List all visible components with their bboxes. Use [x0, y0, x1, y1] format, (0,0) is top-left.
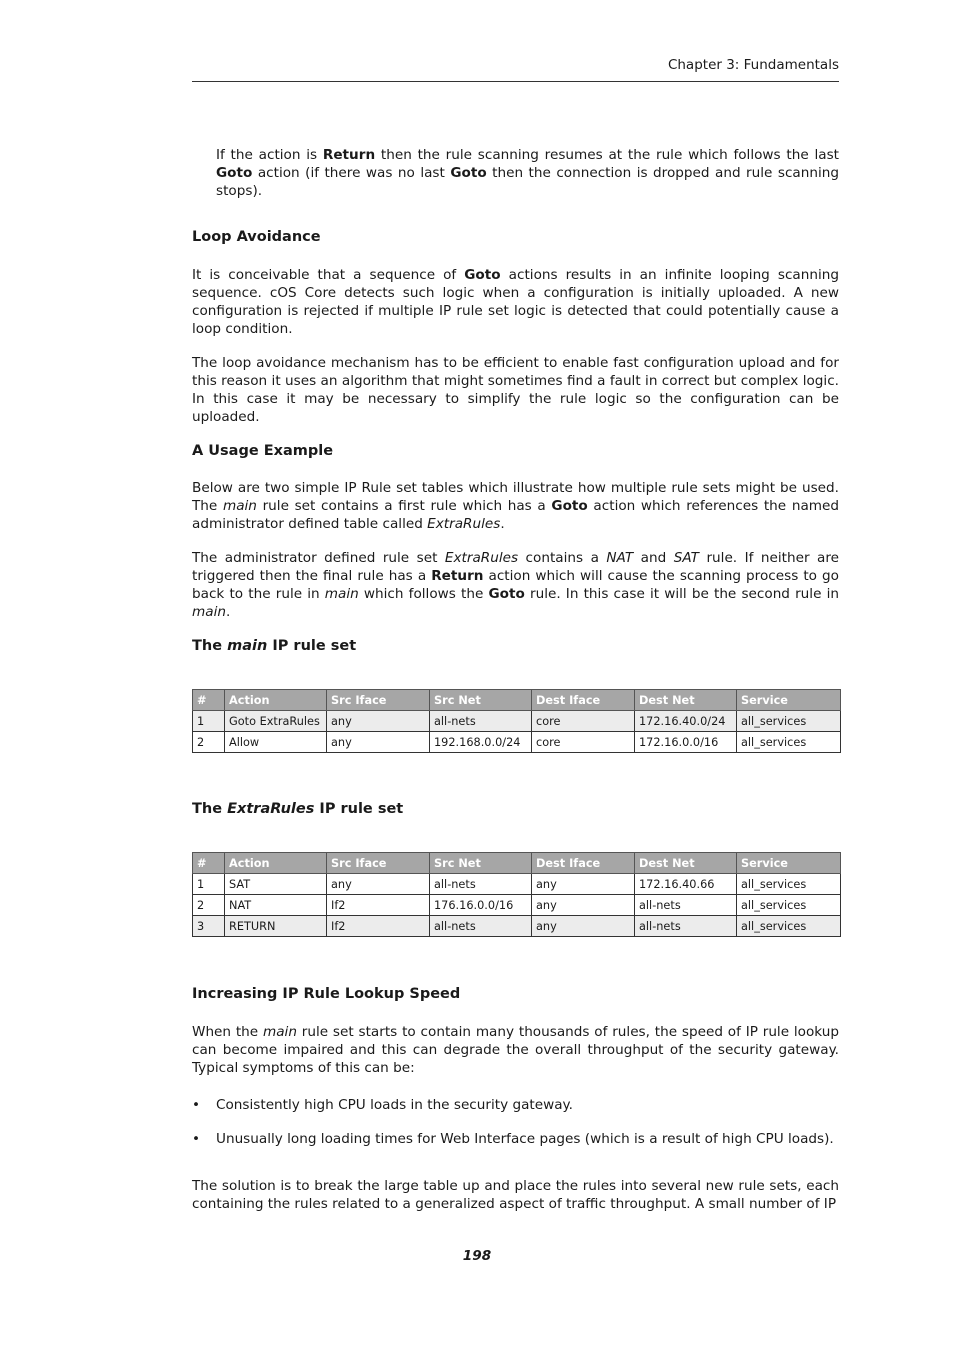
table-cell: all_services — [737, 895, 841, 916]
table-cell: core — [532, 711, 635, 732]
table-cell: all_services — [737, 732, 841, 753]
table-row — [193, 916, 841, 937]
table-cell: 176.16.0.0/16 — [430, 895, 532, 916]
table-cell: Allow — [225, 732, 327, 753]
column-header: Service — [737, 853, 841, 874]
bullet-icon: • — [192, 1097, 201, 1113]
table-cell: NAT — [225, 895, 327, 916]
table-row — [193, 711, 841, 732]
table-cell: all-nets — [430, 711, 532, 732]
page-header — [192, 55, 839, 82]
table-cell: RETURN — [225, 916, 327, 937]
extrarules-ruleset-table — [192, 852, 841, 937]
table-cell: any — [532, 916, 635, 937]
table-cell: 172.16.40.66 — [635, 874, 737, 895]
column-header: Action — [225, 853, 327, 874]
column-header: Service — [737, 690, 841, 711]
loop-paragraph-2: The loop avoidance mechanism has to be efficient to enable fast configuration upload and for this reason it uses an algorithm that might sometimes find a fault in correct but complex logic. In this case it may be necessary to simplify the rule logic so the configuration can be uploaded. — [192, 355, 839, 425]
table-row — [193, 874, 841, 895]
column-header: Action — [225, 690, 327, 711]
table-cell: any — [532, 874, 635, 895]
table-cell: all_services — [737, 874, 841, 895]
chapter-title: Chapter 3: Fundamentals — [667, 57, 839, 73]
table-cell: any — [327, 711, 430, 732]
loop-paragraph-1: It is conceivable that a sequence of Goto actions results in an infinite looping scanning sequence. cOS Core detects such logic when a configuration is initially uploaded. A new configuration is rejected if multiple IP rule set logic is detected that could potentially cause a loop condition. — [192, 267, 840, 337]
column-header: # — [193, 690, 225, 711]
column-header: Src Iface — [327, 690, 430, 711]
table-cell: 192.168.0.0/24 — [430, 732, 532, 753]
column-header: Dest Iface — [532, 690, 635, 711]
main-ruleset-heading: The main IP rule set — [192, 638, 357, 654]
column-header: Dest Net — [635, 853, 737, 874]
usage-example-heading: A Usage Example — [192, 443, 334, 459]
list-item-text: Consistently high CPU loads in the security gateway. — [216, 1097, 573, 1113]
table-cell: any — [327, 732, 430, 753]
column-header: # — [193, 853, 225, 874]
usage-paragraph-1: Below are two simple IP Rule set tables which illustrate how multiple rule sets might be used. The main rule set contains a first rule which has a Goto action which references the named administrator defined table called ExtraRules. — [192, 480, 840, 532]
lookup-speed-paragraph-1: When the main rule set starts to contain many thousands of rules, the speed of IP rule lookup can become impaired and this can degrade the overall throughput of the security gateway. Typical symptoms of this can be: — [192, 1024, 839, 1076]
table-cell: all-nets — [430, 916, 532, 937]
table-cell: all-nets — [635, 895, 737, 916]
table-cell: 172.16.40.0/24 — [635, 711, 737, 732]
table-cell: SAT — [225, 874, 327, 895]
table-header-row — [193, 690, 841, 711]
table-cell: all_services — [737, 711, 841, 732]
list-item-text: Unusually long loading times for Web Interface pages (which is a result of high CPU loads). — [216, 1131, 834, 1147]
main-ruleset-table — [192, 689, 841, 753]
table-cell: any — [327, 874, 430, 895]
table-row — [193, 732, 841, 753]
usage-paragraph-2: The administrator defined rule set ExtraRules contains a NAT and SAT rule. If neither are triggered then the final rule has a Return action which will cause the scanning process to go back to the rule in main which follows the Goto rule. In this case it will be the second rule in main. — [192, 550, 839, 620]
table-cell: any — [532, 895, 635, 916]
column-header: Src Net — [430, 853, 532, 874]
table-cell: 1 — [193, 874, 225, 895]
table-row — [193, 895, 841, 916]
column-header: Dest Net — [635, 690, 737, 711]
table-header-row — [193, 853, 841, 874]
table-cell: all-nets — [635, 916, 737, 937]
list-item — [192, 1096, 839, 1114]
table-cell: 1 — [193, 711, 225, 732]
column-header: Src Net — [430, 690, 532, 711]
column-header: Src Iface — [327, 853, 430, 874]
page-number: 198 — [462, 1248, 492, 1264]
bullet-icon: • — [192, 1131, 201, 1147]
table-cell: all_services — [737, 916, 841, 937]
table-cell: core — [532, 732, 635, 753]
list-item — [192, 1130, 839, 1148]
table-cell: all-nets — [430, 874, 532, 895]
table-cell: 3 — [193, 916, 225, 937]
table-cell: 172.16.0.0/16 — [635, 732, 737, 753]
table-cell: If2 — [327, 916, 430, 937]
column-header: Dest Iface — [532, 853, 635, 874]
table-cell: Goto ExtraRules — [225, 711, 327, 732]
table-cell: If2 — [327, 895, 430, 916]
lookup-speed-paragraph-2: The solution is to break the large table up and place the rules into several new rule sets, each containing the rules related to a generalized aspect of traffic throughput. A small number of IP — [192, 1178, 839, 1212]
table-cell: 2 — [193, 732, 225, 753]
lookup-speed-heading: Increasing IP Rule Lookup Speed — [192, 986, 461, 1002]
loop-avoidance-heading: Loop Avoidance — [192, 229, 321, 245]
table-cell: 2 — [193, 895, 225, 916]
extrarules-ruleset-heading: The ExtraRules IP rule set — [192, 801, 404, 817]
return-paragraph: If the action is Return then the rule scanning resumes at the rule which follows the last Goto action (if there was no last Goto then the connection is dropped and rule scanning stops). — [216, 147, 839, 199]
